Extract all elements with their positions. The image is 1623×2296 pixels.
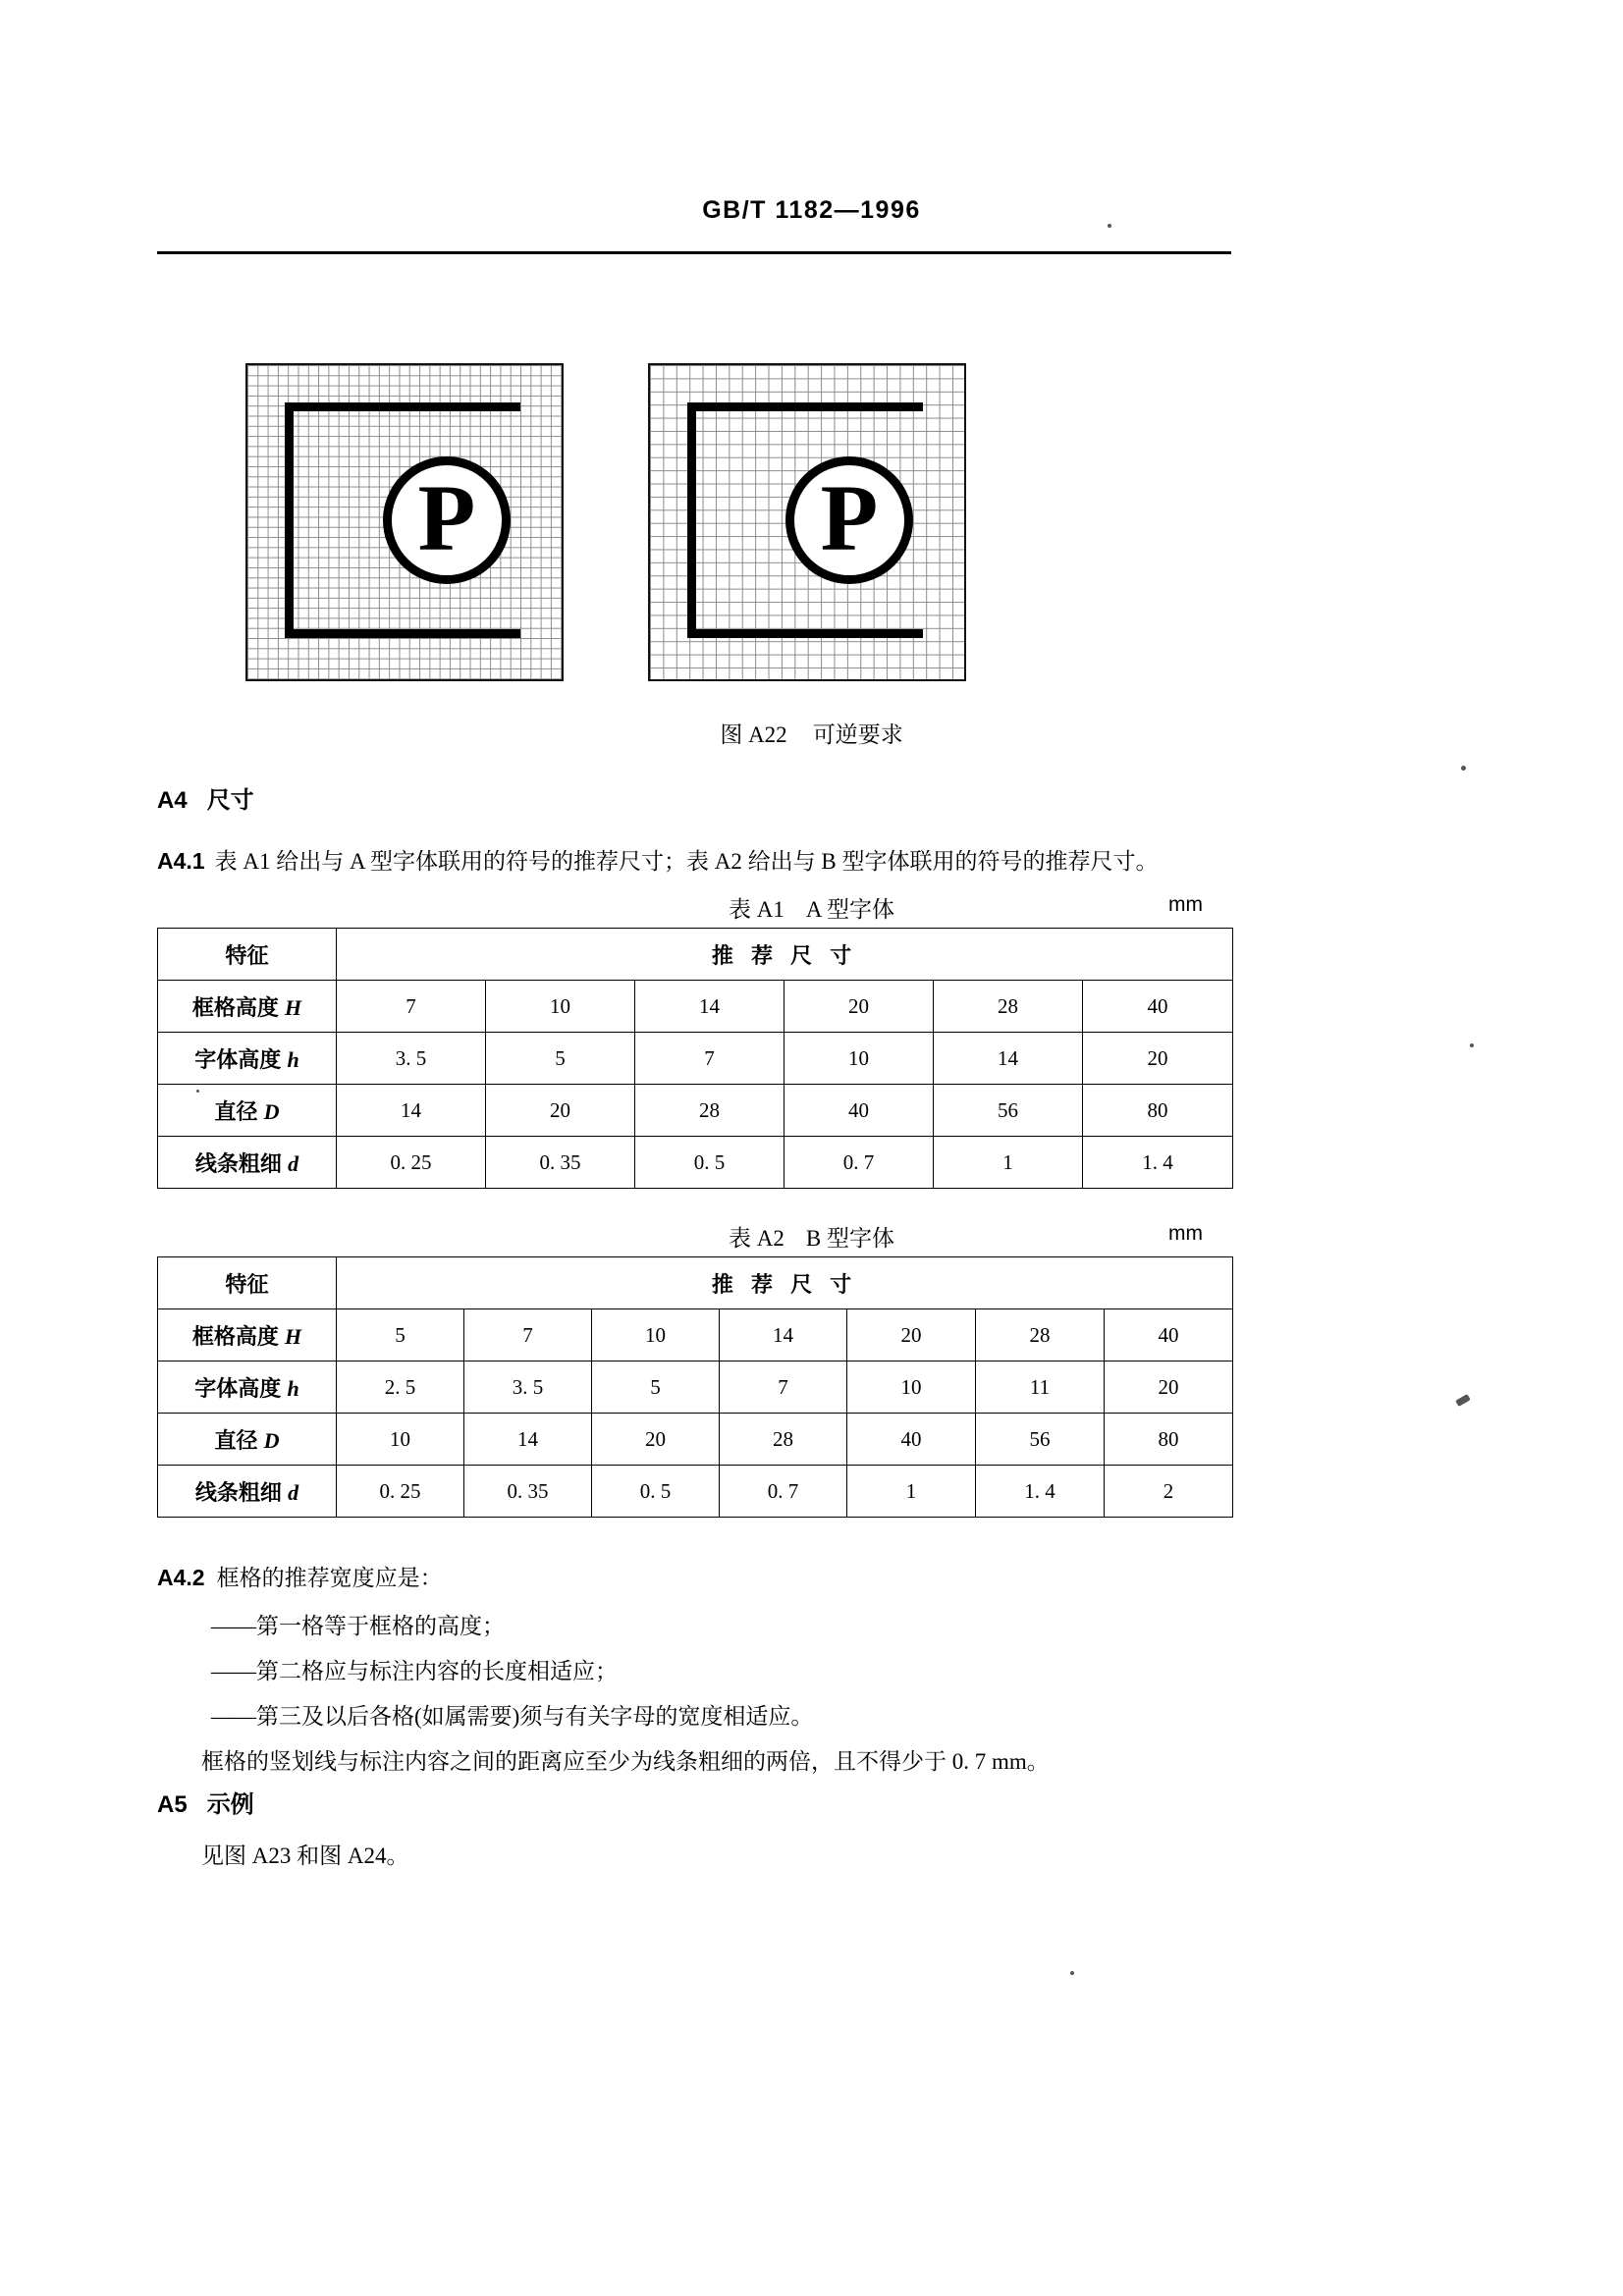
table-a1-header-span: 推 荐 尺 寸: [337, 929, 1233, 981]
table-cell: 5: [592, 1362, 720, 1414]
table-cell: 0. 5: [635, 1137, 784, 1189]
table-cell: 0. 35: [486, 1137, 635, 1189]
paragraph-a4-2: [157, 1561, 1473, 1595]
table-cell: 14: [464, 1414, 592, 1466]
table-a1-title-label: 表 A1: [729, 897, 784, 922]
table-cell: 10: [592, 1309, 720, 1362]
table-row: [158, 1466, 1233, 1518]
table-cell: 28: [720, 1414, 847, 1466]
table-a1-row0-feature: [158, 981, 337, 1033]
table-a1-title-text: A 型字体: [805, 897, 894, 922]
table-cell: 10: [337, 1414, 464, 1466]
table-cell: 10: [486, 981, 635, 1033]
row-label: 字体高度: [194, 1375, 282, 1401]
list-item: ——第二格应与标注内容的长度相适应；: [211, 1659, 618, 1683]
scan-speck: [196, 1090, 199, 1093]
page-header: GB/T 1182—1996: [702, 196, 921, 224]
table-cell: 1: [847, 1466, 976, 1518]
table-cell: 14: [720, 1309, 847, 1362]
row-symbol: h: [287, 1375, 299, 1401]
table-cell: 2: [1105, 1466, 1233, 1518]
table-cell: 7: [720, 1362, 847, 1414]
table-cell: 7: [464, 1309, 592, 1362]
table-cell: 1: [934, 1137, 1083, 1189]
symbol-letter-left: P: [417, 465, 476, 570]
table-cell: 20: [1105, 1362, 1233, 1414]
scan-speck: [1461, 766, 1466, 771]
list-item: ——第三及以后各格(如属需要)须与有关字母的宽度相适应。: [211, 1704, 814, 1729]
table-cell: 28: [635, 1085, 784, 1137]
table-cell: 3. 5: [337, 1033, 486, 1085]
table-a2-title: [0, 1220, 1623, 1253]
table-cell: 0. 7: [720, 1466, 847, 1518]
table-cell: 1. 4: [1083, 1137, 1233, 1189]
scan-speck: [1070, 1971, 1074, 1975]
paragraph-a4-2-note: 框格的竖划线与标注内容之间的距离应至少为线条粗细的两倍，且不得少于 0. 7 mm。: [201, 1749, 1050, 1774]
table-a2-header-feature: 特征: [158, 1257, 337, 1309]
table-cell: 5: [337, 1309, 464, 1362]
paragraph-a4-1-label: A4.1: [157, 848, 205, 874]
table-cell: 28: [976, 1309, 1105, 1362]
section-a4-number: A4: [157, 787, 188, 814]
table-cell: 20: [847, 1309, 976, 1362]
row-label: 直径: [214, 1427, 258, 1453]
section-heading-a5: [157, 1785, 254, 1819]
table-row: [158, 1414, 1233, 1466]
table-cell: 20: [486, 1085, 635, 1137]
table-row: [158, 1137, 1233, 1189]
table-cell: 7: [635, 1033, 784, 1085]
table-row: [158, 1033, 1233, 1085]
row-symbol: d: [288, 1150, 299, 1176]
row-symbol: H: [285, 994, 302, 1020]
table-cell: 20: [592, 1414, 720, 1466]
table-cell: 40: [784, 1085, 934, 1137]
row-symbol: D: [263, 1427, 280, 1453]
table-cell: 14: [635, 981, 784, 1033]
scan-speck: [1455, 1394, 1471, 1407]
header-rule: [157, 251, 1231, 254]
table-a2-title-label: 表 A2: [729, 1226, 784, 1251]
table-a1-row3-feature: [158, 1137, 337, 1189]
table-cell: 1. 4: [976, 1466, 1105, 1518]
figure-a22: [157, 353, 1237, 687]
table-row: [158, 1309, 1233, 1362]
scan-speck: [1108, 224, 1111, 228]
row-symbol: D: [263, 1098, 280, 1124]
table-cell: 56: [976, 1414, 1105, 1466]
table-cell: 10: [784, 1033, 934, 1085]
table-cell: 40: [847, 1414, 976, 1466]
table-cell: 80: [1083, 1085, 1233, 1137]
table-cell: 0. 25: [337, 1137, 486, 1189]
table-a1-header-feature: 特征: [158, 929, 337, 981]
row-label: 直径: [214, 1098, 258, 1124]
table-row: [158, 1257, 1233, 1309]
table-cell: 14: [934, 1033, 1083, 1085]
table-a1-row1-feature: [158, 1033, 337, 1085]
list-item: ——第一格等于框格的高度；: [211, 1614, 505, 1638]
section-a5-number: A5: [157, 1791, 188, 1818]
table-a2-row2-feature: [158, 1414, 337, 1466]
table-cell: 0. 7: [784, 1137, 934, 1189]
scan-speck: [1470, 1043, 1474, 1047]
table-row: [158, 929, 1233, 981]
paragraph-a4-2-text: 框格的推荐宽度应是：: [216, 1566, 443, 1590]
row-label: 线条粗细: [194, 1479, 282, 1505]
paragraph-a4-2-label: A4.2: [157, 1565, 205, 1590]
table-cell: 56: [934, 1085, 1083, 1137]
table-cell: 20: [784, 981, 934, 1033]
table-cell: 2. 5: [337, 1362, 464, 1414]
table-a2-header-span: 推 荐 尺 寸: [337, 1257, 1233, 1309]
figure-caption-text: 可逆要求: [812, 722, 903, 747]
figure-caption-label: 图 A22: [720, 722, 787, 747]
symbol-letter-right: P: [820, 465, 879, 570]
table-a2-unit: mm: [1168, 1222, 1203, 1245]
table-cell: 11: [976, 1362, 1105, 1414]
table-cell: 10: [847, 1362, 976, 1414]
table-row: [158, 1085, 1233, 1137]
table-cell: 20: [1083, 1033, 1233, 1085]
table-a1-unit: mm: [1168, 893, 1203, 916]
row-label: 框格高度: [191, 994, 279, 1020]
table-a1-row2-feature: [158, 1085, 337, 1137]
table-cell: 0. 35: [464, 1466, 592, 1518]
paragraph-a4-1-text: 表 A1 给出与 A 型字体联用的符号的推荐尺寸；表 A2 给出与 B 型字体联用的符号的推荐尺寸。: [214, 849, 1159, 874]
table-cell: 5: [486, 1033, 635, 1085]
table-row: [158, 1362, 1233, 1414]
table-a2: [157, 1256, 1233, 1518]
table-a1: [157, 928, 1233, 1189]
table-cell: 14: [337, 1085, 486, 1137]
table-a1-title: [0, 891, 1623, 924]
section-heading-a4: [157, 780, 254, 815]
table-cell: 40: [1105, 1309, 1233, 1362]
row-label: 线条粗细: [194, 1150, 282, 1176]
section-a5-title: 示例: [206, 1791, 254, 1818]
table-row: [158, 981, 1233, 1033]
table-a2-row3-feature: [158, 1466, 337, 1518]
table-cell: 80: [1105, 1414, 1233, 1466]
table-cell: 0. 5: [592, 1466, 720, 1518]
section-a4-title: 尺寸: [206, 787, 254, 814]
paragraph-a4-1: [157, 844, 1473, 879]
table-cell: 40: [1083, 981, 1233, 1033]
row-symbol: h: [287, 1046, 299, 1072]
table-cell: 3. 5: [464, 1362, 592, 1414]
paragraph-a5: 见图 A23 和图 A24。: [201, 1843, 409, 1868]
row-label: 框格高度: [191, 1323, 279, 1349]
row-label: 字体高度: [194, 1046, 282, 1072]
table-cell: 7: [337, 981, 486, 1033]
row-symbol: H: [285, 1323, 302, 1349]
table-a2-row0-feature: [158, 1309, 337, 1362]
table-cell: 0. 25: [337, 1466, 464, 1518]
figure-caption: [0, 717, 1623, 749]
table-a2-row1-feature: [158, 1362, 337, 1414]
row-symbol: d: [288, 1479, 299, 1505]
table-cell: 28: [934, 981, 1083, 1033]
table-a2-title-text: B 型字体: [805, 1226, 894, 1251]
